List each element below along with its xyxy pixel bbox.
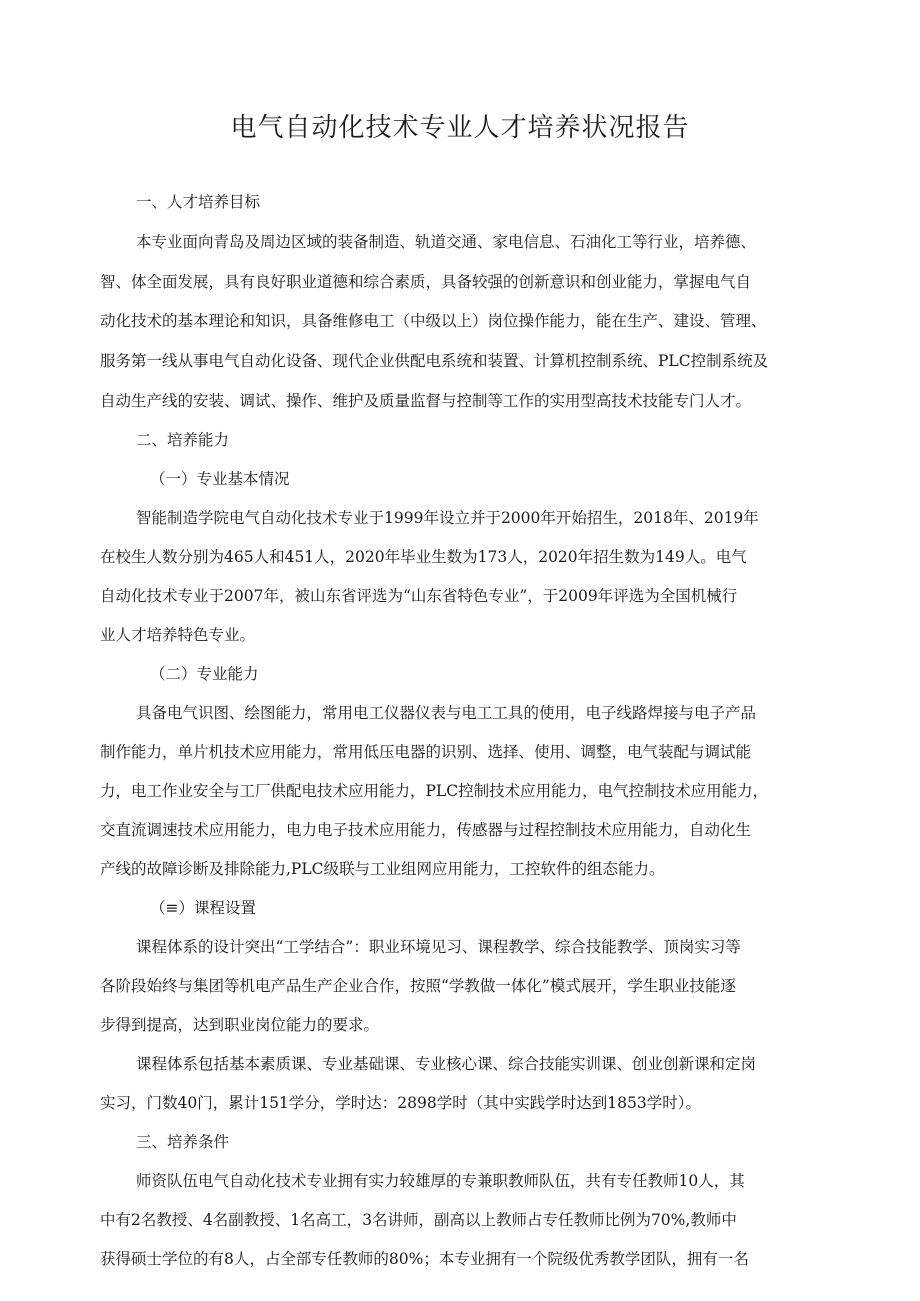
paragraph-line: 力，电工作业安全与工厂供配电技术应用能力，PLC控制技术应用能力，电气控制技术应用能力， — [100, 782, 769, 800]
paragraph-line: 产线的故障诊断及排除能力,PLC级联与工业组网应用能力，工控软件的组态能力。 — [100, 860, 665, 878]
paragraph-line: 在校生人数分别为465人和451人，2020年毕业生数为173人，2020年招生数为149人。电气 — [100, 548, 747, 566]
paragraph-line: 业人才培养特色专业。 — [100, 626, 256, 644]
subsection-heading-3: （≡）课程设置 — [150, 899, 256, 917]
paragraph-line: 自动化技术专业于2007年，被山东省评选为“山东省特色专业”，于2009年评选为全国机械行 — [100, 587, 738, 605]
paragraph-line: 具备电气识图、绘图能力，常用电工仪器仪表与电工工具的使用，电子线路焊接与电子产品 — [136, 704, 757, 722]
paragraph-line: 中有2名教授、4名副教授、1名高工，3名讲师，副高以上教师占专任教师比例为70%,教师中 — [100, 1211, 737, 1229]
section-heading-1: 一、人才培养目标 — [136, 193, 261, 211]
paragraph-line: 智、体全面发展，具有良好职业道德和综合素质，具备较强的创新意识和创业能力，掌握电气自 — [100, 273, 752, 291]
paragraph-line: 自动生产线的安装、调试、操作、维护及质量监督与控制等工作的实用型高技术技能专门人才。 — [100, 392, 752, 410]
paragraph-line: 各阶段始终与集团等机电产品生产企业合作，按照“学教做一体化”模式展开，学生职业技能逐 — [100, 977, 736, 995]
paragraph-line: 获得硕士学位的有8人，占全部专任教师的80%；本专业拥有一个院级优秀教学团队，拥有一名 — [100, 1250, 749, 1268]
paragraph-line: 交直流调速技术应用能力，电力电子技术应用能力，传感器与过程控制技术应用能力，自动化生 — [100, 821, 752, 839]
paragraph-line: 师资队伍电气自动化技术专业拥有实力较雄厚的专兼职教师队伍，共有专任教师10人，其 — [136, 1172, 745, 1190]
section-heading-2: 二、培养能力 — [136, 431, 230, 449]
paragraph-line: 步得到提高，达到职业岗位能力的要求。 — [100, 1016, 380, 1034]
subsection-heading-1: （一）专业基本情况 — [150, 470, 290, 488]
paragraph-line: 本专业面向青岛及周边区域的装备制造、轨道交通、家电信息、石油化工等行业，培养德、 — [136, 233, 757, 251]
paragraph-line: 课程体系的设计突出“工学结合”：职业环境见习、课程教学、综合技能教学、顶岗实习等 — [136, 938, 741, 956]
subsection-heading-2: （二）专业能力 — [150, 665, 259, 683]
section-heading-3: 三、培养条件 — [136, 1133, 230, 1151]
paragraph-line: 制作能力，单片机技术应用能力，常用低压电器的识别、选择、使用、调整，电气装配与调试能 — [100, 743, 752, 761]
paragraph-line: 智能制造学院电气自动化技术专业于1999年设立并于2000年开始招生，2018年、2019年 — [136, 509, 759, 527]
document-title: 电气自动化技术专业人才培养状况报告 — [230, 113, 690, 143]
paragraph-line: 服务第一线从事电气自动化设备、现代企业供配电系统和装置、计算机控制系统、PLC控制系统及 — [100, 352, 769, 370]
paragraph-line: 实习，门数40门，累计151学分，学时达：2898学时（其中实践学时达到1853学时）。 — [100, 1094, 701, 1112]
paragraph-line: 动化技术的基本理论和知识，具备维修电工（中级以上）岗位操作能力，能在生产、建设、管理、 — [100, 312, 767, 330]
paragraph-line: 课程体系包括基本素质课、专业基础课、专业核心课、综合技能实训课、创业创新课和定岗 — [136, 1055, 757, 1073]
